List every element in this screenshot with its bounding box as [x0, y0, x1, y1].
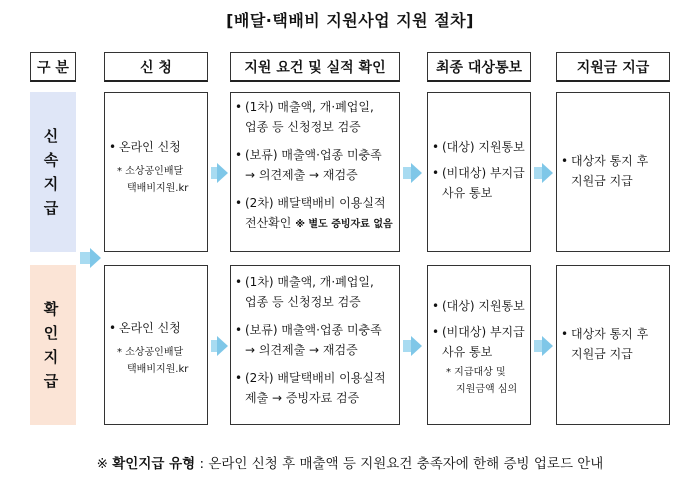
- row1-arrow2-bar: [403, 167, 411, 179]
- row1-check3-l1: (2차) 배달택배비 이용실적: [245, 196, 386, 210]
- category-verified-payment: [30, 265, 76, 425]
- row2-notice-sub2: 지원금액 심의: [456, 384, 518, 395]
- row2-check3-l2: 제출 → 증빙자료 검증: [245, 391, 360, 405]
- row2-check3-l1: (2차) 배달택배비 이용실적: [245, 371, 386, 385]
- header-apply: 신 청: [104, 52, 208, 82]
- row1-check-box: • (1차) 매출액, 개·폐업일, 업종 등 신청정보 검증 • (보류) 매출액·업종 미충족 → 의견제출 → 재검증 • (2차) 배달택배비 이용실적 전산확인 ※ 별도 증빙자료 없음: [230, 92, 400, 252]
- row2-notice-box: • (대상) 지원통보 • (비대상) 부지급 사유 통보 * 지급대상 및 지원금액 심의: [427, 265, 531, 425]
- row2-notice2-l2: 사유 통보: [442, 345, 493, 359]
- footer-note: [0, 452, 700, 472]
- row2-notice1: (대상) 지원통보: [442, 299, 525, 313]
- header-payment: 지원금 지급: [556, 52, 670, 82]
- row1-pay-l2: 지원금 지급: [571, 174, 633, 188]
- row1-notice1: (대상) 지원통보: [442, 140, 525, 154]
- row2-notice2-l1: (비대상) 부지급: [442, 325, 525, 339]
- row1-notice-box: • (대상) 지원통보 • (비대상) 부지급 사유 통보: [427, 92, 531, 252]
- row1-apply-item: 온라인 신청: [119, 140, 181, 154]
- row2-arrow3-icon: [542, 336, 553, 356]
- row1-payment-box: • 대상자 통지 후 지원금 지급: [556, 92, 670, 252]
- row2-check1-l1: (1차) 매출액, 개·폐업일,: [245, 275, 374, 289]
- row2-arrow3-bar: [534, 340, 542, 352]
- row1-check1-l1: (1차) 매출액, 개·폐업일,: [245, 100, 374, 114]
- row2-check1-l2: 업종 등 신청정보 검증: [245, 295, 361, 309]
- category-verified-line1: 확 인: [43, 300, 63, 342]
- row2-pay-l1: 대상자 통지 후: [571, 327, 649, 341]
- row1-apply-sub2: 택배비지원.kr: [127, 183, 189, 194]
- row2-payment-box: • 대상자 통지 후 지원금 지급: [556, 265, 670, 425]
- row1-pay-l1: 대상자 통지 후: [571, 154, 649, 168]
- row2-arrow1-icon: [217, 336, 228, 356]
- row1-check2-l1: (보류) 매출액·업종 미충족: [245, 148, 382, 162]
- row2-notice-sub1: * 지급대상 및: [446, 367, 506, 378]
- row1-check2-l2: → 의견제출 → 재검증: [245, 168, 358, 182]
- category-arrow-bar: [80, 252, 90, 264]
- row1-notice2-l1: (비대상) 부지급: [442, 166, 525, 180]
- page-title: [배달·택배비 지원사업 지원 절차]: [226, 11, 474, 30]
- footer-text: : 온라인 신청 후 매출액 등 지원요건 충족자에 한해 증빙 업로드 안내: [195, 456, 604, 472]
- footer-bold: 확인지급 유형: [112, 456, 196, 472]
- row1-check3-l2b: ※ 별도 증빙자료 없음: [295, 219, 393, 230]
- category-arrow-icon: [90, 248, 101, 268]
- row2-apply-sub1: * 소상공인배달: [117, 347, 184, 358]
- row1-apply-box: • 온라인 신청 * 소상공인배달 택배비지원.kr: [104, 92, 208, 252]
- category-verified-line2: 지 급: [43, 348, 63, 390]
- category-fast-line1: 신 속: [43, 127, 63, 169]
- row2-apply-sub2: 택배비지원.kr: [127, 364, 189, 375]
- row1-arrow3-bar: [534, 167, 542, 179]
- row1-arrow1-icon: [217, 163, 228, 183]
- header-check: 지원 요건 및 실적 확인: [230, 52, 400, 82]
- header-category: 구 분: [30, 52, 76, 82]
- row2-apply-item: 온라인 신청: [119, 321, 181, 335]
- row2-check2-l2: → 의견제출 → 재검증: [245, 343, 358, 357]
- row2-check2-l1: (보류) 매출액·업종 미충족: [245, 323, 382, 337]
- row2-apply-box: • 온라인 신청 * 소상공인배달 택배비지원.kr: [104, 265, 208, 425]
- row1-check1-l2: 업종 등 신청정보 검증: [245, 120, 361, 134]
- category-fast-line2: 지 급: [43, 175, 63, 217]
- row1-arrow2-icon: [411, 163, 422, 183]
- header-notice: 최종 대상통보: [427, 52, 531, 82]
- row2-pay-l2: 지원금 지급: [571, 347, 633, 361]
- row1-apply-sub1: * 소상공인배달: [117, 166, 184, 177]
- row2-arrow2-bar: [403, 340, 411, 352]
- row2-arrow2-icon: [411, 336, 422, 356]
- row1-check3-l2a: 전산확인: [245, 216, 296, 230]
- category-fast-payment: [30, 92, 76, 252]
- row1-notice2-l2: 사유 통보: [442, 186, 493, 200]
- row2-check-box: • (1차) 매출액, 개·폐업일, 업종 등 신청정보 검증 • (보류) 매출액·업종 미충족 → 의견제출 → 재검증 • (2차) 배달택배비 이용실적 제출 → 증빙자료 검증: [230, 265, 400, 425]
- row1-arrow3-icon: [542, 163, 553, 183]
- footer-mark: ※: [96, 456, 113, 472]
